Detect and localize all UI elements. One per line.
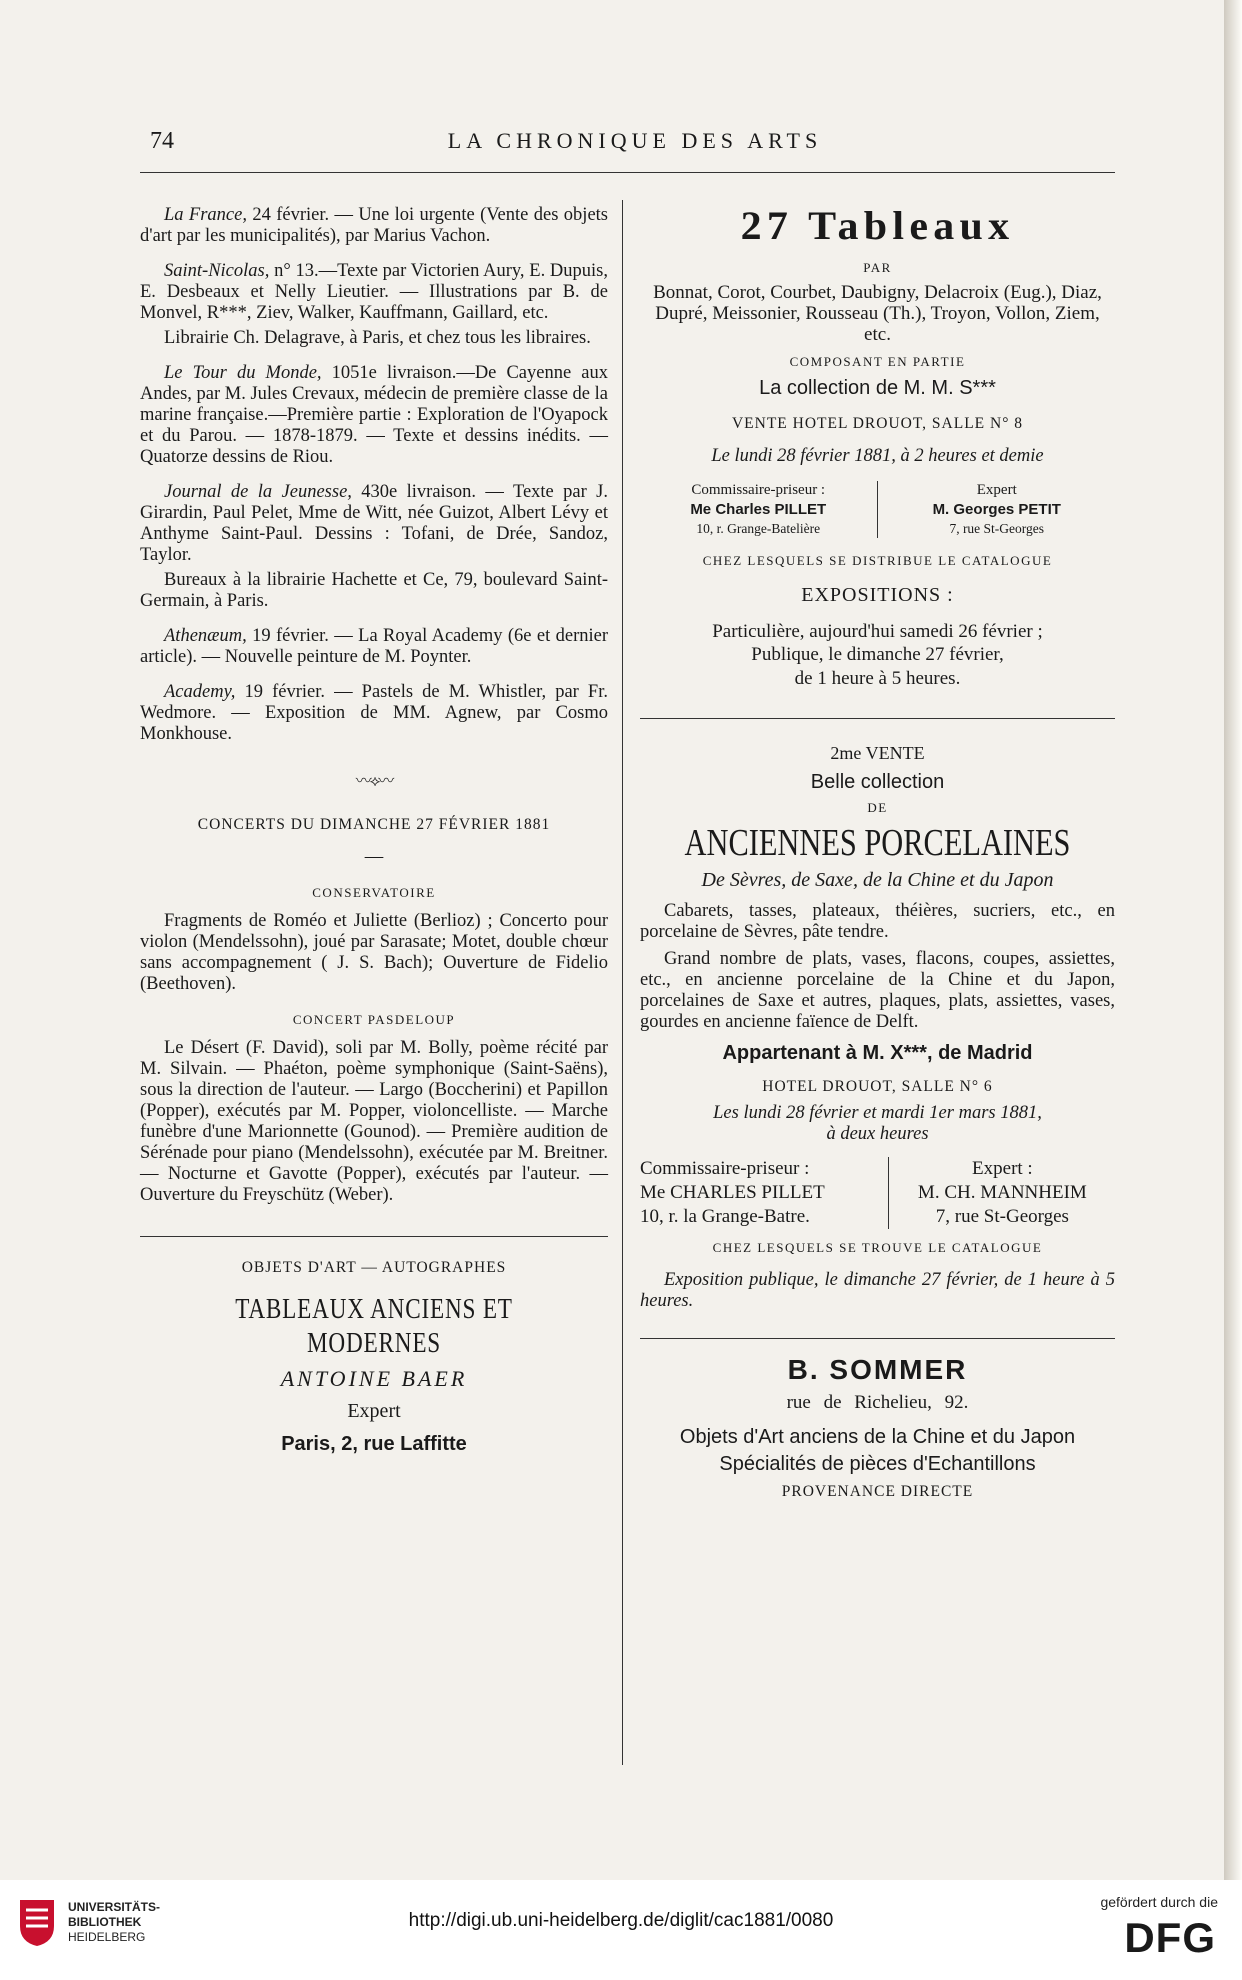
entry-france <box>140 205 608 247</box>
ad3-street: rue de Richelieu, 92. <box>786 1392 969 1413</box>
entry-title: La France, <box>164 205 247 225</box>
ad1-left-name: Me Charles PILLET <box>690 501 827 518</box>
funding-note: gefördert durch die <box>1100 1894 1218 1910</box>
ad2-right-label: Expert : <box>972 1158 1033 1179</box>
left-column <box>140 205 608 1455</box>
ad1-expositions: EXPOSITIONS : <box>801 584 954 606</box>
ad3-provenance: PROVENANCE DIRECTE <box>781 1483 974 1500</box>
logo-line-2: BIBLIOTHEK <box>68 1915 142 1929</box>
entry-text: Librairie Ch. Delagrave, à Paris, et chez tous les libraires. <box>164 328 591 348</box>
entry-text: 19 février. — Pastels de M. Whistler, par Fr. Wedmore. — Exposition de MM. Agnew, par Cosmo Monkhouse. <box>140 682 608 744</box>
ad1-right-addr: 7, rue St-Georges <box>949 521 1045 536</box>
page-number: 74 <box>150 128 174 154</box>
ad1-heures: de 1 heure à 5 heures. <box>794 668 961 689</box>
ornament: 〰⟡〰 <box>355 773 393 790</box>
entry-title: Saint-Nicolas, <box>164 261 270 281</box>
ad1-right-label: Expert <box>976 482 1017 498</box>
ad3-objets: Objets d'Art anciens de la Chine et du Japon <box>679 1426 1076 1448</box>
right-column <box>640 205 1115 1502</box>
entry-athenaeum <box>140 626 608 668</box>
ad1-composant: COMPOSANT EN PARTIE <box>789 354 966 369</box>
ad-rule-1 <box>640 718 1115 719</box>
conservatoire-program: Fragments de Roméo et Juliette (Berlioz) ; Concerto pour violon (Mendelssohn), joué par Sarasate; Motet, double chœur sans accompagnement ( J. S. Bach); Ouverture de Fidelio (Beethoven). <box>140 911 608 994</box>
ad1-particuliere: Particulière, aujourd'hui samedi 26 février ; <box>712 621 1043 642</box>
ad1-artists: Bonnat, Corot, Courbet, Daubigny, Delacroix (Eug.), Diaz, Dupré, Meissonier, Rousseau (Th.), Troyon, Vollon, Ziem, etc. <box>653 282 1102 345</box>
ad3-specialites: Spécialités de pièces d'Echantillons <box>719 1453 1036 1475</box>
ad2-contacts <box>640 1157 1115 1229</box>
ad-27-tableaux <box>640 205 1115 692</box>
column-divider <box>622 200 623 1765</box>
pasdeloup-program: Le Désert (F. David), soli par M. Bolly, poème récité par M. Silvain. — Phaéton, poème symphonique (Saint-Saëns), sous la direction de l'auteur. — Largo (Boccherini) et Papillon (Popper), exécutés par M. Popper, violoncelliste. — Marche funèbre d'une Marionnette (Gounod). — Première audition de Sérénade pour piano (Mendelssohn), exécutée par M. Breitner. — Nocturne et Gavotte (Popper), exécutés par l'auteur. — Ouverture du Freyschütz (Weber). <box>140 1038 608 1205</box>
running-title: LA CHRONIQUE DES ARTS <box>447 128 823 153</box>
baer-expert: Expert <box>347 1400 401 1422</box>
ad-b-sommer <box>640 1354 1115 1502</box>
entry-hachette <box>140 570 608 612</box>
ad1-expert <box>879 481 1116 538</box>
entry-text: n° 13.—Texte par Victorien Aury, E. Dupuis, E. Desbeaux et Nelly Lieutier. — Illustrations par B. de Monvel, R***, Ziev, Walker, Kauffmann, Gaillard, etc. <box>140 261 608 323</box>
logo-line-1: UNIVERSITÄTS- <box>68 1900 161 1914</box>
tableaux-title: TABLEAUX ANCIENS ET MODERNES <box>235 1293 513 1359</box>
ad2-left-addr: 10, r. la Grange-Batre. <box>640 1206 810 1227</box>
periodical-entries <box>140 205 608 745</box>
conservatoire-title: CONSERVATOIRE <box>312 885 436 900</box>
entry-text: 24 février. — Une loi urgente (Vente des objets d'art par les municipalités), par Marius Vachon. <box>140 205 608 246</box>
objets-title: OBJETS D'ART — AUTOGRAPHES <box>241 1259 507 1276</box>
ad2-right-addr: 7, rue St-Georges <box>935 1206 1069 1227</box>
pasdeloup-title: CONCERT PASDELOUP <box>292 1012 456 1027</box>
ad2-left-label: Commissaire-priseur : <box>640 1158 810 1179</box>
entry-nicolas <box>140 261 608 324</box>
ad2-paragraph-2: Grand nombre de plats, vases, flacons, coupes, assiettes, etc., en ancienne porcelaine de la Chine et du Japon, porcelaines de Saxe et autres, plaques, plats, assiettes, vases, gourdes en ancienne faïence de Delft. <box>640 949 1115 1032</box>
ad1-date: Le lundi 28 février 1881, à 2 heures et demie <box>711 446 1044 466</box>
entry-title: Journal de la Jeunesse, <box>164 482 352 502</box>
entry-tour <box>140 363 608 468</box>
logo-line-3: HEIDELBERG <box>68 1930 146 1944</box>
baer-address: Paris, 2, rue Laffitte <box>281 1433 467 1455</box>
section-rule <box>140 1236 608 1237</box>
ad2-paragraph-1: Cabarets, tasses, plateaux, théières, sucriers, etc., en porcelaine de Sèvres, pâte tendre. <box>640 901 1115 942</box>
ad1-par: PAR <box>863 260 892 275</box>
ad2-commissaire <box>640 1157 888 1229</box>
ad1-publique: Publique, le dimanche 27 février, <box>751 644 1004 665</box>
ad2-de: DE <box>867 800 888 815</box>
ad2-subtitle: De Sèvres, de Saxe, de la Chine et du Japon <box>701 869 1054 891</box>
ad1-vente: VENTE HOTEL DROUOT, SALLE N° 8 <box>731 415 1024 432</box>
ad-anciennes-porcelaines <box>640 743 1115 1312</box>
entry-text: Bureaux à la librairie Hachette et Ce, 79, boulevard Saint-Germain, à Paris. <box>140 570 608 611</box>
ad2-hotel: HOTEL DROUOT, SALLE N° 6 <box>762 1078 993 1095</box>
ad2-vente: 2me VENTE <box>830 743 925 763</box>
entry-text: 19 février. — La Royal Academy (6e et dernier article). — Nouvelle peinture de M. Poynter. <box>140 626 608 667</box>
entry-academy <box>140 682 608 745</box>
ad2-appartenant: Appartenant à M. X***, de Madrid <box>722 1042 1033 1064</box>
ad2-title: ANCIENNES PORCELAINES <box>684 822 1071 864</box>
ad1-title: 27 Tableaux <box>740 203 1015 248</box>
page-edge <box>1224 0 1242 1880</box>
ad2-belle: Belle collection <box>810 771 945 793</box>
entry-title: Academy, <box>164 682 236 702</box>
ad1-catalogue: CHEZ LESQUELS SE DISTRIBUE LE CATALOGUE <box>702 553 1053 568</box>
dfg-logo: DFG <box>1124 1914 1216 1961</box>
ad2-right-name: M. CH. MANNHEIM <box>917 1182 1087 1203</box>
entry-text: 430e livraison. — Texte par J. Girardin, Paul Pelet, Mme de Witt, née Guizot, Albert Lévy et Anthyme Saint-Paul. Dessins : Tofani, de Drée, Sandoz, Taylor. <box>140 482 608 565</box>
ad2-expert <box>890 1157 1115 1229</box>
ad3-name: B. SOMMER <box>787 1354 968 1385</box>
permalink-url[interactable]: http://digi.ub.uni-heidelberg.de/diglit/cac1881/0080 <box>408 1910 834 1931</box>
ad1-left-label: Commissaire-priseur : <box>691 482 826 498</box>
concerts-title: CONCERTS DU DIMANCHE 27 FÉVRIER 1881 <box>197 816 551 833</box>
ad2-heures: à deux heures <box>826 1124 929 1144</box>
ad1-right-name: M. Georges PETIT <box>932 501 1061 518</box>
ad1-left-addr: 10, r. Grange-Batelière <box>696 521 821 536</box>
ad1-commissaire <box>640 481 877 538</box>
viewer-footer <box>0 1880 1242 1980</box>
dash-separator: — <box>364 847 384 867</box>
header-rule <box>140 172 1115 173</box>
ad2-dates: Les lundi 28 février et mardi 1er mars 1881, <box>713 1103 1042 1123</box>
entry-title: Athenæum, <box>164 626 247 646</box>
ad1-collection: La collection de M. M. S*** <box>759 377 996 399</box>
entry-jeunesse <box>140 482 608 566</box>
ad2-catalogue: CHEZ LESQUELS SE TROUVE LE CATALOGUE <box>712 1240 1043 1255</box>
entry-title: Le Tour du Monde, <box>164 363 322 383</box>
entry-delagrave <box>140 328 608 349</box>
ad2-exposition: Exposition publique, le dimanche 27 février, de 1 heure à 5 heures. <box>640 1270 1115 1311</box>
page-header <box>140 128 1130 162</box>
baer-name: ANTOINE BAER <box>280 1366 468 1391</box>
ad1-contacts <box>640 481 1115 538</box>
ad-rule-2 <box>640 1338 1115 1339</box>
ad2-left-name: Me CHARLES PILLET <box>640 1182 825 1203</box>
entry-text: 1051e livraison.—De Cayenne aux Andes, par M. Jules Crevaux, médecin de première classe de la marine française.—Première partie : Exploration de l'Oyapock et du Parou. — 1878-1879. — Texte et dessins inédits. — Quatorze dessins de Riou. <box>140 363 608 467</box>
